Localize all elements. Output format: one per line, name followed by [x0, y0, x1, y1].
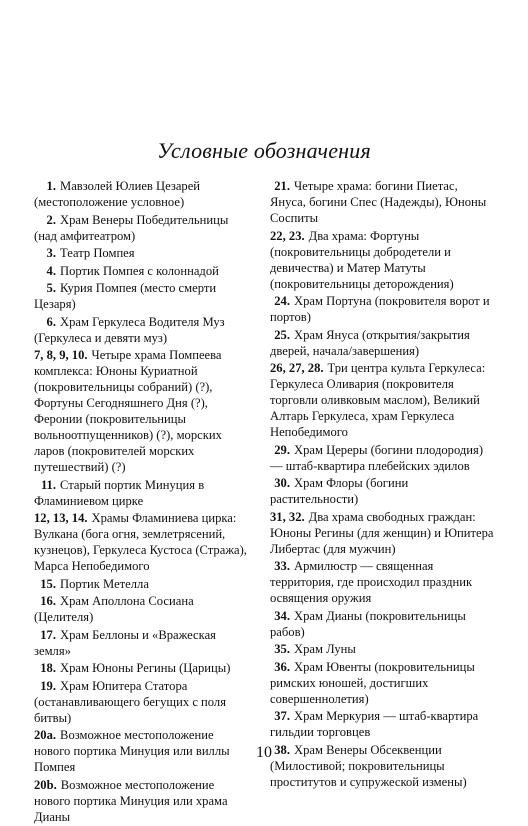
legend-entry-number: 31, 32.: [270, 509, 305, 524]
legend-entry-text: Храм Януса (открытия/закрытия дверей, начала/завершения): [270, 327, 470, 358]
legend-entry-text: Возможное местоположение нового портика Минуция или виллы Помпея: [34, 728, 230, 774]
legend-entry: [270, 659, 494, 707]
legend-entry-number: 17.: [40, 627, 56, 642]
legend-entry: [34, 477, 252, 509]
legend-entry-number: 33.: [274, 559, 290, 573]
legend-entry-text: Храм Венеры Обсеквенции (Милостивой; покровительницы проститутов и супружеской измены): [270, 742, 467, 789]
legend-entry-number: 29.: [274, 442, 290, 457]
legend-entry-text: Храм Луны: [294, 642, 356, 656]
legend-entry: [270, 641, 494, 657]
legend-entry: [34, 593, 252, 625]
legend-entry-number: 6.: [46, 314, 56, 329]
legend-entry-number: 4.: [46, 263, 56, 278]
legend-entry-number: 22, 23.: [270, 228, 305, 243]
legend-entry: [34, 280, 252, 312]
legend-entry-text: Мавзолей Юлиев Цезарей (местоположение условное): [34, 179, 201, 209]
legend-entry-number: 1.: [46, 179, 56, 193]
legend-entry-text: Храмы Фламиниева цирка: Вулкана (бога огня, землетрясений, кузнецов), Геркулеса Кустоса (Стража), Марса Непобедимого: [34, 511, 247, 573]
legend-entry: [270, 475, 494, 507]
legend-entry: [34, 212, 252, 244]
legend-entry: [270, 509, 494, 557]
legend-entry: [34, 510, 252, 574]
legend-entry-number: 25.: [274, 327, 290, 342]
legend-entry-number: 18.: [40, 661, 56, 675]
legend-entry-text: Храм Юноны Регины (Царицы): [60, 661, 231, 675]
legend-entry: [34, 245, 252, 261]
page-title: Условные обозначения: [157, 138, 371, 163]
legend-entry-text: Храм Беллоны и «Вражеская земля»: [34, 627, 216, 658]
legend-entry-text: Храм Меркурия — штаб-квартира гильдии торговцев: [270, 709, 479, 739]
legend-entry: [270, 442, 494, 474]
legend-entry-text: Портик Помпея с колоннадой: [60, 263, 219, 278]
legend-entry-number: 30.: [274, 476, 290, 490]
legend-entry-number: 15.: [40, 576, 56, 591]
page-number: 10: [256, 744, 272, 761]
legend-entry-text: Храм Цереры (богини плодородия) — штаб-квартира плебейских эдилов: [270, 442, 484, 473]
legend-entry: [34, 314, 252, 346]
legend-entry-number: 36.: [274, 659, 290, 674]
legend-entry-number: 7, 8, 9, 10.: [34, 348, 88, 362]
legend-entry: [34, 347, 252, 475]
legend-entry-text: Храм Венеры Победительницы (над амфитеатром): [34, 212, 229, 243]
legend-entry-text: Храм Флоры (богини растительности): [270, 476, 409, 506]
legend-entry-number: 37.: [274, 709, 290, 723]
legend-entry: [270, 293, 494, 325]
legend-entry: [270, 228, 494, 292]
legend-entry-text: Храм Аполлона Сосиана (Целителя): [34, 594, 194, 624]
legend-entry-number: 12, 13, 14.: [34, 511, 88, 525]
legend-entry-number: 16.: [40, 594, 56, 608]
legend-entry-text: Три центра культа Геркулеса: Геркулеса Оливария (покровителя торговли оливковым маслом), Великий Алтарь Геркулеса, храм Геркулеса Непобедимого: [270, 361, 486, 439]
legend-entry-text: Храм Портуна (покровителя ворот и портов): [270, 294, 490, 324]
legend-entry-number: 26, 27, 28.: [270, 361, 324, 375]
legend-entry-number: 3.: [46, 246, 56, 260]
legend-entry: [270, 708, 494, 740]
legend-entry-text: Два храма свободных граждан: Юноны Регины (для женщин) и Юпитера Либертас (для мужчин): [270, 509, 494, 556]
legend-entry-number: 24.: [274, 294, 290, 308]
legend-entry-text: Два храма: Фортуны (покровительницы добродетели и девичества) и Матер Матуты (покровительницы деторождения): [270, 228, 454, 291]
legend-entry-text: Четыре храма Помпеева комплекса: Юноны Куриатной (покровительницы собраний) (?), Фортуны Сегодняшнего Дня (?), Феронии (покровительницы вольноотпущенников) (?), морских ларов (покровителей морских путешествий) (?): [34, 348, 222, 474]
legend-entry: [270, 360, 494, 440]
legend-entry-number: 21.: [274, 179, 290, 193]
legend-entry: [270, 178, 494, 226]
legend-entry-text: Театр Помпея: [60, 246, 135, 260]
legend-entry-number: 2.: [46, 212, 56, 227]
legend-entry-number: 38.: [274, 742, 290, 757]
legend-entry-text: Армилюстр — священная территория, где происходил праздник освящения оружия: [270, 559, 473, 605]
legend-entry: [34, 660, 252, 676]
legend-entry: [34, 263, 252, 279]
legend-entry: [34, 178, 252, 210]
legend-entry: [34, 777, 252, 825]
legend-entry: [34, 576, 252, 592]
legend-entry-number: 19.: [40, 678, 56, 693]
legend-entry-number: 34.: [274, 608, 290, 623]
legend-entry-text: Храм Геркулеса Водителя Муз (Геркулеса и девяти муз): [34, 314, 225, 345]
legend-entry: [270, 327, 494, 359]
legend-left-column: [34, 178, 252, 826]
legend-entry: [270, 608, 494, 640]
legend-entry-text: Храм Дианы (покровительницы рабов): [270, 608, 466, 639]
legend-entry: [34, 678, 252, 726]
legend-entry-text: Портик Метелла: [60, 576, 149, 591]
legend-entry-text: Старый портик Минуция в Фламиниевом цирке: [34, 477, 205, 508]
legend-entry: [34, 627, 252, 659]
legend-entry-text: Храм Ювенты (покровительницы римских юношей, достигших совершеннолетия): [270, 659, 475, 706]
legend-entry-text: Четыре храма: богини Пиетас, Януса, богини Спес (Надежды), Юноны Соспиты: [270, 179, 487, 225]
legend-right-column: [270, 178, 494, 791]
legend-entry-text: Курия Помпея (место смерти Цезаря): [34, 281, 217, 311]
legend-entry: [270, 558, 494, 606]
legend-entry-number: 20a.: [34, 728, 57, 742]
legend-entry-number: 35.: [274, 642, 290, 656]
legend-entry-number: 20b.: [34, 777, 57, 792]
legend-entry-number: 5.: [46, 281, 56, 295]
legend-entry-number: 11.: [40, 477, 56, 492]
legend-entry-text: Храм Юпитера Статора (останавливающего бегущих с поля битвы): [34, 678, 226, 725]
legend-entry-text: Возможное местоположение нового портика Минуция или храма Дианы: [34, 777, 228, 824]
